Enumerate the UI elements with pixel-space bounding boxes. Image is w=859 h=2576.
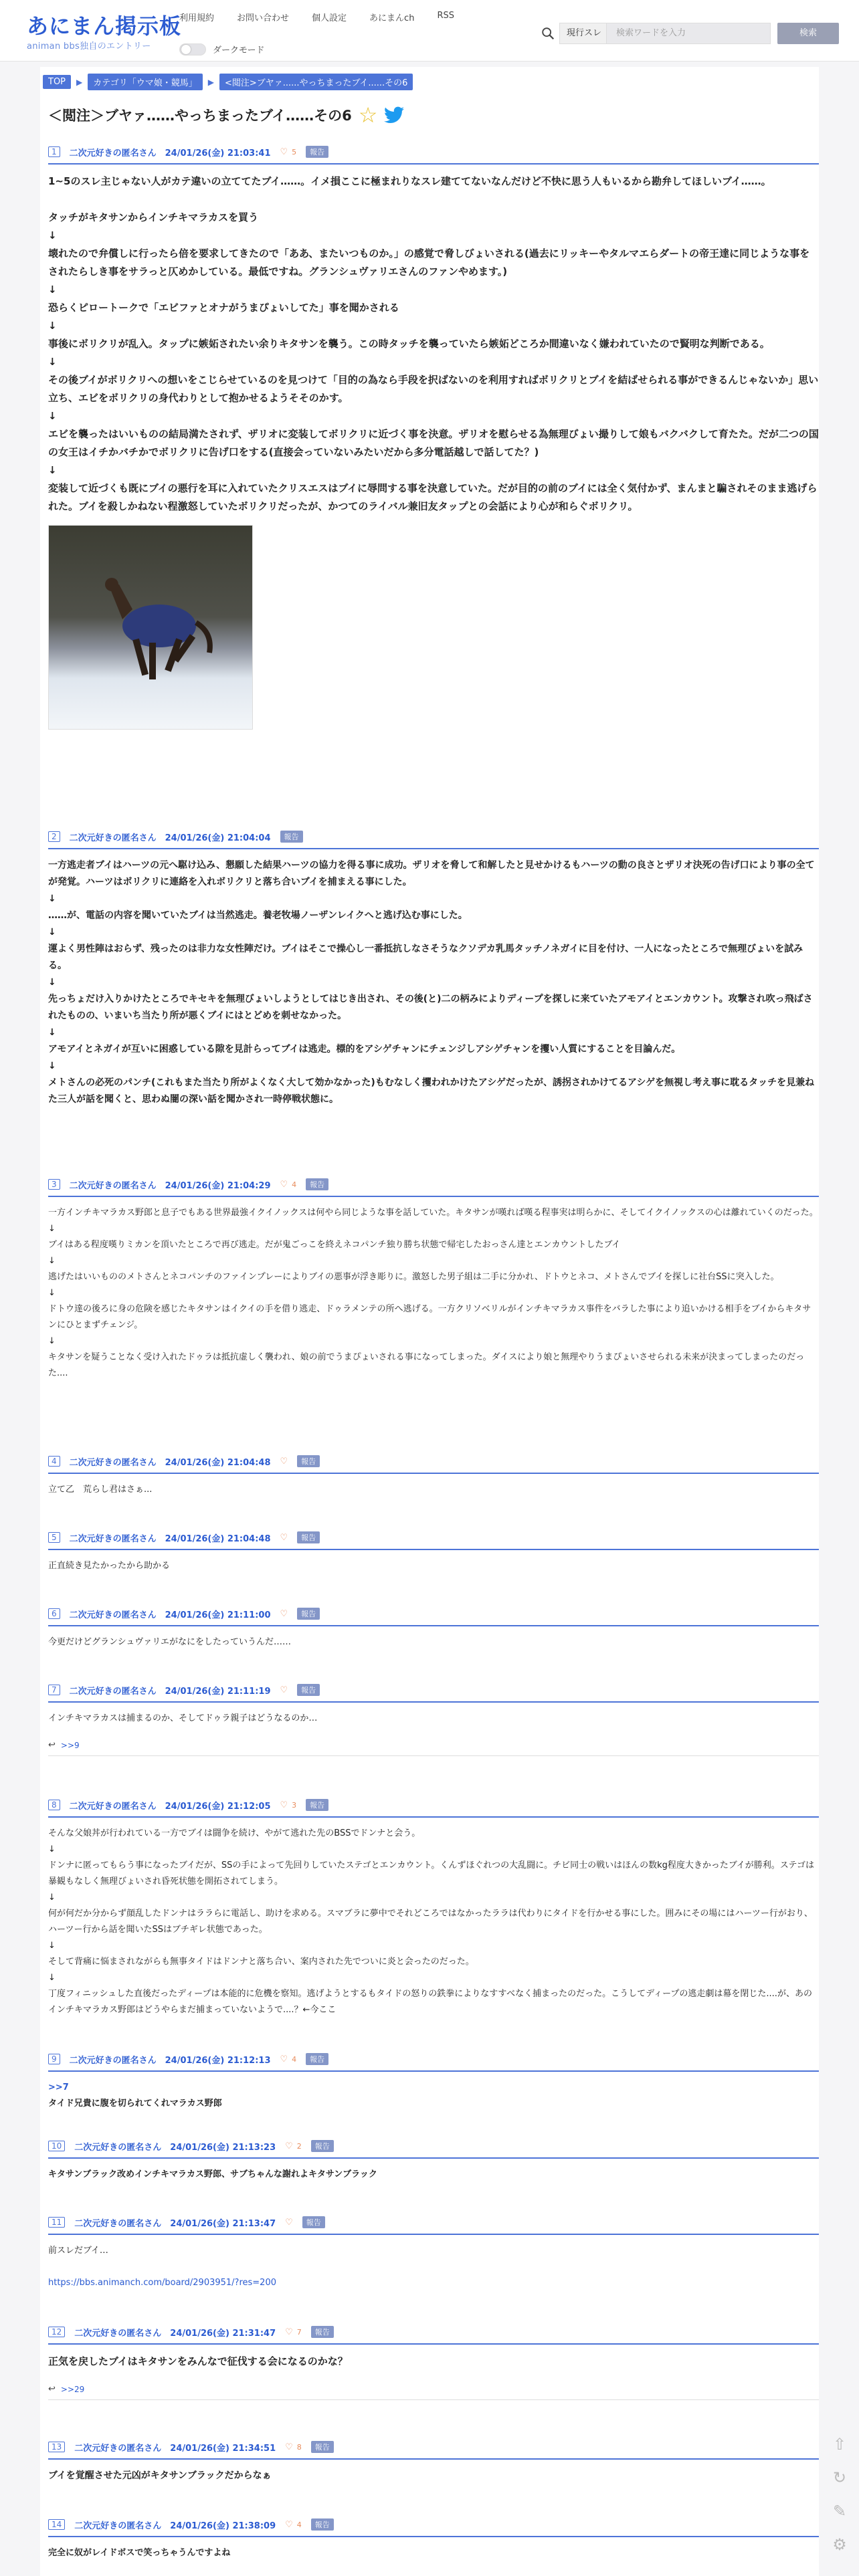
post-line: 前スレだブイ… bbox=[48, 2246, 108, 2256]
horse-image-icon bbox=[96, 572, 216, 686]
like-heart-icon[interactable]: ♡ bbox=[280, 1456, 288, 1467]
post-line: 正直続き見たかったから助かる bbox=[48, 1561, 171, 1571]
reply-anchor[interactable]: >>9 bbox=[60, 1740, 80, 1750]
post-meta: 二次元好きの匿名さん 24/01/26(金) 21:13:47 bbox=[74, 2218, 276, 2229]
post-line: メトさんの必死のパンチ(これもまた当たり所がよくなく大して効かなかった)もむなしく攫われかけたアシゲだったが、誘拐されかけてるアシゲを無視し考え事に耽るタッチを見兼ねた三人が話を聞くと、思わぬ闇の深い話を聞かされ一時停戦状態に。 bbox=[48, 1077, 815, 1105]
post-number[interactable]: 13 bbox=[48, 2442, 65, 2452]
post-body bbox=[48, 1558, 819, 1574]
post-meta: 二次元好きの匿名さん 24/01/26(金) 21:04:04 bbox=[69, 833, 271, 843]
post-meta: 二次元好きの匿名さん 24/01/26(金) 21:11:19 bbox=[69, 1686, 271, 1697]
post-line: 一方インチキマラカス野郎と息子でもある世界最強イクイノックスは何やら同じような事を話していた。キタサンが嘆れば嘆る程事実は明らかに、そしてイクイノックスの心は離れていくのだった。 bbox=[48, 1208, 818, 1218]
report-button[interactable]: 報告 bbox=[297, 1455, 320, 1467]
post-meta: 二次元好きの匿名さん 24/01/26(金) 21:03:41 bbox=[69, 148, 271, 158]
post-body bbox=[48, 1711, 819, 1727]
dark-mode-switch[interactable] bbox=[179, 43, 264, 56]
post-number[interactable]: 14 bbox=[48, 2519, 65, 2530]
twitter-share-icon[interactable] bbox=[384, 106, 404, 124]
post-line: ↓ bbox=[48, 356, 57, 368]
post-line: インチキマラカスは捕まるのか、そしてドゥラ親子はどうなるのか… bbox=[48, 1713, 318, 1723]
post-line: ↓ bbox=[48, 229, 57, 241]
post-line bbox=[48, 191, 819, 209]
post-number[interactable]: 11 bbox=[48, 2217, 65, 2228]
like-heart-icon[interactable]: ♡ bbox=[280, 1608, 288, 1619]
post-12 bbox=[48, 2325, 819, 2400]
post-line: 壊れたので弁償しに行ったら倍を要求してきたので「ああ、またいつものか。」の感覚で脅しびょいされる(過去にリッキーやタルマエらダートの帝王達に同じような事をされたらしき事をサラっと仄めかしている。最低ですね。グランシュヴァリエさんのファンやめます。) bbox=[48, 247, 810, 278]
post-header bbox=[48, 2215, 819, 2235]
post-header bbox=[48, 2052, 819, 2072]
post-meta: 二次元好きの匿名さん 24/01/26(金) 21:31:47 bbox=[74, 2328, 276, 2339]
reply-arrow-icon: ↩ bbox=[48, 1740, 56, 1750]
post-line: 1~5のスレ主じゃない人がカテ違いの立ててたブイ……。イメ損ここに極まれりなスレ建ててないなんだけど不快に思う人もいるから勘弁してほしいブイ……。 bbox=[48, 175, 771, 187]
like-count: 5 bbox=[292, 147, 297, 156]
post-line: タイド兄貴に腹を切られてくれマラカス野郎 bbox=[48, 2099, 222, 2109]
post-line: ↓ bbox=[48, 893, 56, 904]
post-line: ↓ bbox=[48, 927, 56, 938]
post-meta: 二次元好きの匿名さん 24/01/26(金) 21:11:00 bbox=[69, 1610, 271, 1620]
post-number[interactable]: 10 bbox=[48, 2141, 65, 2151]
post-line: 変装して近づくも既にブイの悪行を耳に入れていたクリスエスはブイに辱問する事を決意していた。だが目的の前のブイには全く気付かず、まんまと騙されそのまま逃げられた。ブイを殺しかねない程激怒していたボリクリだったが、かつてのライバル兼旧友タップとの会話により心が和らぐボリクリ。 bbox=[48, 482, 818, 512]
like-count: 8 bbox=[296, 2442, 302, 2452]
logo-subtitle: animan bbs独自のエントリー bbox=[27, 41, 151, 51]
post-line: ↓ bbox=[48, 320, 57, 332]
post-body bbox=[48, 2468, 819, 2484]
post-line: 完全に奴がレイドボスで笑っちゃうんですよね bbox=[48, 2548, 231, 2558]
post-header bbox=[48, 1530, 819, 1550]
breadcrumb-separator-icon: ▶ bbox=[76, 77, 83, 87]
post-line: キタサンを疑うことなく受け入れたドゥラは抵抗虚しく襲われ、娘の前でうまぴょいされる事になってしまった。ダイスにより娘と無理やりうまぴょいさせられる未来が決まってしまったのだった.... bbox=[48, 1352, 805, 1378]
report-button[interactable]: 報告 bbox=[280, 831, 303, 843]
post-line: ↓ bbox=[48, 1027, 56, 1038]
like-heart-icon[interactable]: ♡ bbox=[280, 1532, 288, 1543]
report-button[interactable]: 報告 bbox=[297, 1531, 320, 1543]
post-header bbox=[48, 1798, 819, 1818]
post-meta: 二次元好きの匿名さん 24/01/26(金) 21:04:29 bbox=[69, 1180, 271, 1191]
nav-contact[interactable]: お問い合わせ bbox=[237, 13, 290, 23]
scroll-top-icon[interactable]: ⇧ bbox=[832, 2435, 847, 2454]
post-body bbox=[48, 2167, 819, 2183]
post-line: ↓ bbox=[48, 1336, 56, 1346]
like-count: 4 bbox=[292, 1180, 297, 1189]
post-body bbox=[48, 1205, 819, 1382]
post-header bbox=[48, 2325, 819, 2345]
post-line: そして背痛に悩まされながらも無事タイドはドンナと落ち合い、案内された先でついに炎と会ったのだった。 bbox=[48, 1957, 474, 1967]
post-line: ↓ bbox=[48, 1844, 56, 1854]
post-meta: 二次元好きの匿名さん 24/01/26(金) 21:12:05 bbox=[69, 1801, 271, 1812]
site-logo[interactable] bbox=[27, 15, 181, 51]
post-line: ブイはある程度嘆りミカンを頂いたところで再び逃走。だが鬼ごっこを終えネコパンチ独り勝ち状態で帰宅したおっさん達とエンカウントしたブイ bbox=[48, 1240, 621, 1250]
post-header bbox=[48, 144, 819, 165]
post-11 bbox=[48, 2215, 819, 2291]
report-button[interactable]: 報告 bbox=[311, 2441, 334, 2453]
post-3 bbox=[48, 1177, 819, 1382]
post-10 bbox=[48, 2139, 819, 2183]
post-line: ↓ bbox=[48, 1893, 56, 1903]
post-header bbox=[48, 2139, 819, 2159]
site-header bbox=[0, 0, 859, 62]
post-number[interactable]: 9 bbox=[48, 2054, 60, 2064]
post-line: 先っちょだけ入りかけたところでキセキを無理びょいしようとしてはじき出され、その後(と)二の柄みによりディープを探しに来ていたアモアイとエンカウント。攻撃され吹っ飛ばされたものの、いまいち当たり所が悪くブイにはとどめを刺せなかった。 bbox=[48, 994, 813, 1021]
post-number[interactable]: 8 bbox=[48, 1800, 60, 1810]
breadcrumb-top[interactable]: TOP bbox=[43, 75, 71, 89]
post-body bbox=[48, 1482, 819, 1498]
post-line: キタサンブラック改めインチキマラカス野郎、サブちゃんな謝れよキタサンブラック bbox=[48, 2169, 377, 2179]
reply-anchor[interactable]: >>29 bbox=[60, 2384, 85, 2394]
post-body bbox=[48, 2243, 819, 2291]
post-line: ↓ bbox=[48, 977, 56, 988]
post-body bbox=[48, 173, 819, 516]
search-bar bbox=[541, 23, 839, 44]
like-count: 4 bbox=[292, 2054, 297, 2064]
post-line: 逃げたはいいもののメトさんとネコパンチのファインプレーによりブイの悪事が浮き彫りに。激怒した男子組は二手に分かれ、ドトウとネコ、メトさんでブイを探しに社台SSに突入した。 bbox=[48, 1272, 779, 1282]
report-button[interactable]: 報告 bbox=[306, 1178, 328, 1190]
post-header bbox=[48, 2440, 819, 2460]
post-meta: 二次元好きの匿名さん 24/01/26(金) 21:12:13 bbox=[69, 2055, 271, 2066]
post-line: エビを襲ったはいいものの結局満たされず、ザリオに変装してボリクリに近づく事を決意。ザリオを慰らせる為無理びょい撮りして娘もバクバクして育たた。だが二つの国の女王はイチかバチかでボリクリに告げ口をする(直接会っていないみたいだから多分電話越しで話してた？) bbox=[48, 428, 819, 458]
report-button[interactable]: 報告 bbox=[311, 2518, 334, 2531]
post-5 bbox=[48, 1530, 819, 1574]
post-number[interactable]: 3 bbox=[48, 1179, 60, 1190]
like-count: 2 bbox=[296, 2141, 302, 2151]
favorite-star-icon[interactable]: ☆ bbox=[358, 102, 378, 128]
search-icon bbox=[541, 26, 555, 41]
post-line: そんな父娘丼が行われている一方でブイは闘争を続け、やがて逃れた先のBSSでドンナと会う。 bbox=[48, 1828, 421, 1838]
like-heart-icon[interactable]: ♡ bbox=[280, 1685, 288, 1695]
report-button[interactable]: 報告 bbox=[297, 1608, 320, 1620]
post-number[interactable]: 1 bbox=[48, 146, 60, 157]
post-header bbox=[48, 1683, 819, 1703]
post-body bbox=[48, 1826, 819, 2018]
post-number[interactable]: 2 bbox=[48, 831, 60, 842]
like-heart-icon[interactable]: ♡ bbox=[285, 2217, 293, 2228]
post-line: その後ブイがボリクリへの想いをこじらせているのを見つけて「目的の為なら手段を択ばないのを利用すればボリクリとブイを結ばせられる事ができるんじゃないか」思い立ち、エビをボリクリの身代わりとして抱かせるようそそのかす。 bbox=[48, 374, 819, 404]
post-line: ↓ bbox=[48, 410, 57, 422]
post-line: ↓ bbox=[48, 1288, 56, 1298]
dark-mode-toggle[interactable] bbox=[179, 43, 206, 56]
quote-anchor[interactable]: >>7 bbox=[48, 2082, 69, 2092]
post-13 bbox=[48, 2440, 819, 2484]
post-body bbox=[48, 2353, 819, 2371]
like-heart-icon[interactable]: ♡ bbox=[280, 2054, 288, 2064]
post-4 bbox=[48, 1454, 819, 1498]
nav-animanch[interactable]: あにまんch bbox=[369, 13, 415, 23]
url-link[interactable]: https://bbs.animanch.com/board/2903951/?res=200 bbox=[48, 2278, 276, 2288]
post-line: 丁度フィニッシュした直後だったディープは本能的に危機を察知。逃げようとするもタイドの怒りの鉄拳によりなすすべなく捕まったのだった。こうしてディープの逃走劇は幕を閉じた....が、あのインチキマラカス野郎はどうやらまだ捕まっていないようで....？←今ここ bbox=[48, 1989, 812, 2015]
post-meta: 二次元好きの匿名さん 24/01/26(金) 21:04:48 bbox=[69, 1457, 271, 1468]
like-heart-icon[interactable]: ♡ bbox=[280, 1800, 288, 1810]
top-nav bbox=[179, 11, 454, 23]
post-number[interactable]: 4 bbox=[48, 1456, 60, 1467]
post-header bbox=[48, 829, 819, 849]
post-meta: 二次元好きの匿名さん 24/01/26(金) 21:04:48 bbox=[69, 1533, 271, 1544]
post-line: 恐らくピロートークで「エビファとオナがうまぴょいしてた」事を聞かされる bbox=[48, 302, 399, 314]
like-count: 7 bbox=[296, 2327, 302, 2337]
post-header bbox=[48, 1177, 819, 1197]
like-heart-icon[interactable]: ♡ bbox=[285, 2442, 293, 2452]
search-input[interactable]: 検索ワードを入力 bbox=[606, 23, 771, 44]
thread-container bbox=[40, 67, 819, 2576]
post-meta: 二次元好きの匿名さん 24/01/26(金) 21:34:51 bbox=[74, 2443, 276, 2454]
post-meta: 二次元好きの匿名さん 24/01/26(金) 21:38:09 bbox=[74, 2520, 276, 2531]
post-meta: 二次元好きの匿名さん 24/01/26(金) 21:13:23 bbox=[74, 2142, 276, 2153]
post-body bbox=[48, 1634, 819, 1650]
report-button[interactable]: 報告 bbox=[311, 2140, 334, 2152]
report-button[interactable]: 報告 bbox=[306, 146, 328, 158]
like-count: 4 bbox=[296, 2520, 302, 2529]
post-body bbox=[48, 2080, 819, 2112]
post-line: ……が、電話の内容を聞いていたブイは当然逃走。養老牧場ノーザンレイクへと逃げ込む事にした。 bbox=[48, 910, 468, 921]
post-line: ↓ bbox=[48, 464, 57, 476]
post-6 bbox=[48, 1606, 819, 1650]
settings-gear-icon[interactable]: ⚙ bbox=[832, 2535, 847, 2554]
post-line: ↓ bbox=[48, 1256, 56, 1266]
post-7 bbox=[48, 1683, 819, 1756]
post-line: 一方逃走者ブイはハーツの元へ駆け込み、懇願した結果ハーツの協力を得る事に成功。ザリオを脅して和解したと見せかけるもハーツの動の良さとザリオ決死の告げ口により事の全てが発覚。ハーツはボリクリに連絡を入れボリクリと落ち合いブイを捕まえる事にした。 bbox=[48, 860, 815, 887]
breadcrumb-category[interactable]: カテゴリ「ウマ娘・競馬」 bbox=[88, 74, 202, 90]
report-button[interactable]: 報告 bbox=[297, 1684, 320, 1696]
post-line: 正気を戻したブイはキタサンをみんなで征伐する会になるのかな？ bbox=[48, 2355, 348, 2367]
post-number[interactable]: 5 bbox=[48, 1532, 60, 1543]
post-header bbox=[48, 2517, 819, 2537]
post-line: ↓ bbox=[48, 284, 57, 296]
post-line: 立て乙 荒らし君はさぁ... bbox=[48, 1485, 153, 1495]
post-line: アモアイとネガイが互いに困惑している隙を見計らってブイは逃走。標的をアシゲチャンにチェンジしアシゲチャンを攫い人質にすることを目論んだ。 bbox=[48, 1044, 681, 1055]
like-count: 3 bbox=[292, 1800, 297, 1810]
post-14 bbox=[48, 2517, 819, 2561]
search-button[interactable]: 検索 bbox=[777, 23, 839, 44]
breadcrumb-thread[interactable]: <閲注>ブヤァ......やっちまったブイ......その6 bbox=[219, 74, 413, 90]
like-heart-icon[interactable]: ♡ bbox=[285, 2141, 293, 2151]
post-number[interactable]: 6 bbox=[48, 1608, 60, 1619]
report-button[interactable]: 報告 bbox=[302, 2216, 325, 2228]
post-line: ↓ bbox=[48, 1973, 56, 1983]
report-button[interactable]: 報告 bbox=[306, 1799, 328, 1811]
side-toolbar bbox=[830, 2434, 850, 2555]
report-button[interactable]: 報告 bbox=[311, 2326, 334, 2338]
reply-link[interactable] bbox=[48, 2384, 819, 2394]
reply-arrow-icon: ↩ bbox=[48, 2384, 56, 2394]
post-line: ↓ bbox=[48, 1941, 56, 1951]
post-line: 運よく男性陣はおらず、残ったのは非力な女性陣だけ。ブイはそこで操心し一番抵抗しなさそうなクソデカ乳馬タッチノネガイに目を付け、一人になったところで無理びょいを試みる。 bbox=[48, 944, 803, 971]
dark-mode-label: ダークモード bbox=[213, 45, 265, 56]
like-heart-icon[interactable]: ♡ bbox=[285, 2327, 293, 2337]
post-number[interactable]: 12 bbox=[48, 2327, 65, 2337]
breadcrumb-separator-icon: ▶ bbox=[207, 77, 214, 87]
reply-link[interactable] bbox=[48, 1740, 819, 1750]
search-scope-select[interactable]: 現行スレ bbox=[559, 23, 606, 44]
post-line: 何が何だか分からず顔乱したドンナはララらに電話し、助けを求める。スマブラに夢中でそれどころではなかったララは代わりにタイドを行かせる事にした。囲みにその場にはハーツー行がおり、ハーツー行から話を聞いたSSはブチギレ状態であった。 bbox=[48, 1909, 813, 1935]
post-image[interactable] bbox=[48, 525, 253, 730]
divider bbox=[48, 1755, 819, 1756]
page-title bbox=[48, 104, 404, 126]
post-header bbox=[48, 1606, 819, 1626]
post-line: 今更だけどグランシュヴァリエがなにをしたっていうんだ…… bbox=[48, 1637, 292, 1647]
post-number[interactable]: 7 bbox=[48, 1685, 60, 1695]
nav-rss[interactable]: RSS bbox=[437, 11, 454, 21]
post-9 bbox=[48, 2052, 819, 2112]
thread-title-text: ＜閲注＞ブヤァ……やっちまったブイ……その6 bbox=[48, 108, 352, 124]
post-line: 事後にボリクリが乱入。タップに嫉妬されたい余りキタサンを襲う。この時タッチを襲っていたら嫉妬どころか間違いなく嫌われていたので賢明な判断である。 bbox=[48, 338, 770, 350]
report-button[interactable]: 報告 bbox=[306, 2053, 328, 2065]
post-body bbox=[48, 2545, 819, 2561]
nav-terms[interactable]: 利用規約 bbox=[179, 13, 215, 23]
logo-title: あにまん掲示板 bbox=[27, 13, 182, 39]
post-line: ブイを覚醒させた元凶がキタサンブラックだからなぁ bbox=[48, 2470, 272, 2481]
post-header bbox=[48, 1454, 819, 1474]
refresh-icon[interactable]: ↻ bbox=[832, 2468, 847, 2487]
post-line: ↓ bbox=[48, 1061, 56, 1071]
post-line bbox=[48, 2259, 819, 2275]
like-heart-icon[interactable]: ♡ bbox=[280, 146, 288, 157]
post-body bbox=[48, 857, 819, 1108]
write-icon[interactable]: ✎ bbox=[832, 2502, 847, 2520]
post-1 bbox=[48, 144, 819, 730]
post-2 bbox=[48, 829, 819, 1108]
like-heart-icon[interactable]: ♡ bbox=[280, 1179, 288, 1190]
post-line: ドンナに匿ってもらう事になったブイだが、SSの手によって先回りしていたステゴとエンカウント。くんずほぐれつの大乱闘に。チビ同士の戦いはほんの数kg程度大きかったブイが勝利。ステゴは暴観もなしく無理びょいされ昏死状態を開拓されてしまう。 bbox=[48, 1860, 814, 1887]
post-8 bbox=[48, 1798, 819, 2018]
post-line: ↓ bbox=[48, 1224, 56, 1234]
nav-settings[interactable]: 個人設定 bbox=[312, 13, 347, 23]
breadcrumb bbox=[43, 74, 413, 90]
post-line: タッチがキタサンからインチキマラカスを買う bbox=[48, 211, 259, 223]
like-heart-icon[interactable]: ♡ bbox=[285, 2519, 293, 2530]
post-line: ドトウ達の後ろに身の危険を感じたキタサンはイクイの手を借り逃走、ドゥラメンテの所へ逃げる。一方クリソベリルがインチキマラカス事件をバラした事により追いかける相手をブイからキタサンにひとまずチェンジ。 bbox=[48, 1304, 812, 1330]
divider bbox=[48, 2399, 819, 2400]
